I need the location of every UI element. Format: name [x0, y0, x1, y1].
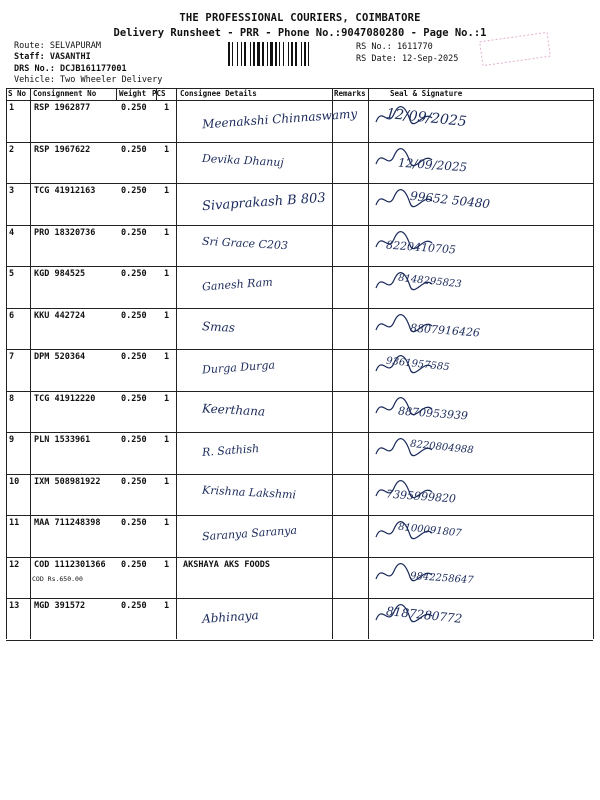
consignee-handwriting: Saranya Saranya [201, 523, 298, 544]
signature-scribble [372, 561, 442, 587]
row-serial: 8 [9, 393, 15, 404]
pieces-count: 1 [164, 186, 170, 196]
consignment-number: PRO 18320736 [34, 227, 96, 238]
signature-handwriting: 8870953939 [397, 404, 469, 422]
consignee-handwriting: Durga Durga [201, 358, 276, 377]
signature-scribble [372, 146, 442, 172]
consignee-handwriting: Ganesh Ram [201, 275, 274, 294]
row-serial: 11 [9, 518, 20, 528]
row-serial: 5 [9, 269, 15, 279]
row-serial: 9 [9, 435, 15, 445]
row-serial: 2 [9, 144, 15, 155]
weight-value: 0.250 [121, 310, 147, 321]
signature-scribble [372, 395, 442, 421]
weight-value: 0.250 [121, 476, 147, 487]
signature-scribble [372, 104, 442, 130]
signature-scribble [372, 312, 442, 338]
weight-value: 0.250 [121, 227, 147, 238]
consignee-handwriting: Krishna Lakshmi [201, 483, 297, 501]
pieces-count: 1 [164, 601, 170, 611]
weight-value: 0.250 [121, 103, 147, 113]
table-column-rule [116, 88, 117, 100]
weight-value: 0.250 [121, 518, 147, 528]
weight-value: 0.250 [121, 601, 147, 611]
consignment-number: IXM 508981922 [34, 476, 101, 487]
table-column-rule [332, 88, 333, 639]
pieces-count: 1 [164, 227, 170, 238]
signature-handwriting: 9842258647 [409, 570, 474, 586]
consignee-handwriting: Abhinaya [201, 608, 260, 626]
signature-handwriting: 8220410705 [385, 238, 457, 256]
pieces-count: 1 [164, 559, 170, 570]
signature-scribble [372, 478, 442, 504]
barcode [228, 42, 350, 66]
consignment-number: MAA 711248398 [34, 518, 101, 528]
table-column-rule [368, 88, 369, 639]
signature-handwriting: 9361957585 [385, 355, 451, 374]
signature-handwriting: 12/09/2025 [397, 155, 468, 174]
signature-scribble [372, 519, 442, 545]
table-column-rule [176, 88, 177, 639]
pieces-count: 1 [164, 518, 170, 528]
weight-value: 0.250 [121, 186, 147, 196]
table-rule [6, 598, 593, 599]
column-header: S No [8, 89, 27, 98]
consignee-name: AKSHAYA AKS FOODS [183, 559, 270, 570]
consignment-number: DPM 520364 [34, 352, 86, 362]
cod-amount: COD Rs.650.00 [32, 574, 83, 583]
table-column-rule [30, 88, 31, 639]
table-rule [6, 640, 593, 641]
table-rule [6, 308, 593, 309]
row-serial: 6 [9, 310, 15, 321]
column-header: Consignment No [33, 89, 97, 98]
pieces-count: 1 [164, 269, 170, 279]
column-header: PCS [152, 89, 166, 98]
signature-scribble [372, 353, 442, 379]
signature-scribble [372, 270, 442, 296]
consignee-handwriting: Sri Grace C203 [201, 234, 289, 252]
row-serial: 1 [9, 103, 15, 113]
column-header: Remarks [334, 89, 366, 98]
pieces-count: 1 [164, 476, 170, 487]
row-serial: 3 [9, 186, 15, 196]
signature-handwriting: 8148295823 [397, 272, 463, 291]
weight-value: 0.250 [121, 144, 147, 155]
row-serial: 4 [9, 227, 15, 238]
consignee-handwriting: Sivaprakash B 803 [201, 190, 327, 215]
runsheet-table [6, 88, 593, 639]
column-header: Seal & Signature [390, 89, 463, 98]
pieces-count: 1 [164, 352, 170, 362]
consignment-number: COD 1112301366 [34, 559, 106, 570]
consignment-number: MGD 391572 [34, 601, 86, 611]
consignment-number: KKU 442724 [34, 310, 86, 321]
weight-value: 0.250 [121, 269, 147, 279]
signature-scribble [372, 229, 442, 255]
weight-value: 0.250 [121, 393, 147, 404]
table-rule [6, 183, 593, 184]
table-rule [6, 142, 593, 143]
signature-handwriting: 8807916426 [409, 321, 481, 339]
route-info: Route: SELVAPURAM [14, 41, 101, 51]
table-rule [6, 557, 593, 558]
row-serial: 13 [9, 601, 20, 611]
drs-info: DRS No.: DCJB161177001 [14, 64, 127, 74]
weight-value: 0.250 [121, 435, 147, 445]
pieces-count: 1 [164, 144, 170, 155]
pieces-count: 1 [164, 310, 170, 321]
runsheet-subtitle: Delivery Runsheet - PRR - Phone No.:9047080280 - Page No.:1 [113, 27, 487, 39]
weight-value: 0.250 [121, 559, 147, 570]
pieces-count: 1 [164, 393, 170, 404]
consignee-handwriting: Devika Dhanuj [201, 151, 285, 169]
staff-info: Staff: VASANTHI [14, 52, 91, 62]
table-rule [6, 266, 593, 267]
signature-handwriting: 7395999820 [385, 487, 457, 505]
pieces-count: 1 [164, 103, 170, 113]
table-rule [6, 225, 593, 226]
consignee-handwriting: Smas [201, 318, 236, 335]
consignment-number: RSP 1967622 [34, 144, 91, 155]
vehicle-info: Vehicle: Two Wheeler Delivery [14, 75, 163, 85]
table-rule [6, 349, 593, 350]
rs-number: RS No.: 1611770 [356, 42, 433, 52]
consignment-number: TCG 41912220 [34, 393, 96, 404]
signature-handwriting: 99652 50480 [409, 188, 491, 212]
consignment-number: TCG 41912163 [34, 186, 96, 196]
table-rule [6, 391, 593, 392]
consignment-number: PLN 1533961 [34, 435, 91, 445]
table-rule [6, 100, 593, 101]
row-serial: 7 [9, 352, 15, 362]
company-title: THE PROFESSIONAL COURIERS, COIMBATORE [179, 12, 421, 24]
consignment-number: RSP 1962877 [34, 103, 91, 113]
signature-scribble [372, 602, 442, 628]
consignee-handwriting: Meenakshi Chinnaswamy [201, 106, 358, 132]
row-serial: 12 [9, 559, 20, 570]
weight-value: 0.250 [121, 352, 147, 362]
signature-handwriting: 8220804988 [409, 438, 475, 457]
table-rule [6, 515, 593, 516]
signature-handwriting: 8187280772 [385, 604, 463, 626]
pieces-count: 1 [164, 435, 170, 445]
table-column-rule [593, 88, 594, 639]
table-column-rule [6, 88, 7, 639]
column-header: Weight [119, 89, 147, 98]
table-rule [6, 432, 593, 433]
consignee-handwriting: R. Sathish [201, 442, 260, 459]
consignment-number: KGD 984525 [34, 269, 86, 279]
consignee-handwriting: Keerthana [201, 400, 266, 419]
table-rule [6, 474, 593, 475]
signature-scribble [372, 187, 442, 213]
row-serial: 10 [9, 476, 20, 487]
rs-date: RS Date: 12-Sep-2025 [356, 54, 459, 64]
column-header: Consignee Details [180, 89, 257, 98]
signature-scribble [372, 436, 442, 462]
signature-handwriting: 8100091807 [397, 521, 463, 540]
signature-handwriting: 12/09/2025 [385, 105, 468, 131]
